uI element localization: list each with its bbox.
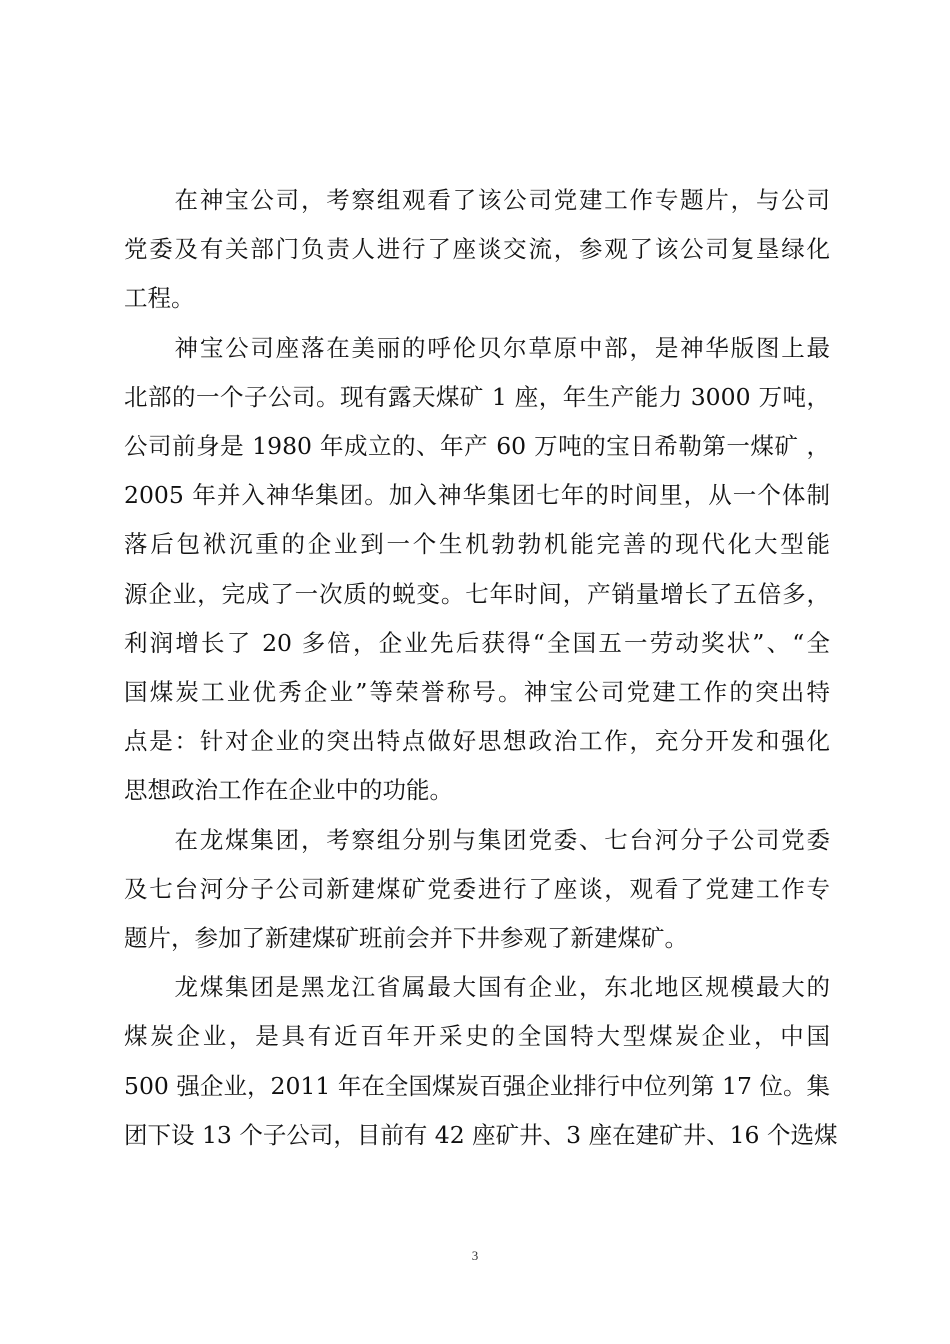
paragraph-1 (124, 176, 830, 324)
text-line: 500 强企业，2011 年在全国煤炭百强企业排行中位列第 17 位。集 (124, 1071, 830, 1100)
text-line: 国煤炭工业优秀企业”等荣誉称号。神宝公司党建工作的突出特 (124, 678, 830, 707)
text-line: 落后包袱沉重的企业到一个生机勃勃机能完善的现代化大型能 (124, 530, 830, 559)
text-line: 团下设 13 个子公司，目前有 42 座矿井、3 座在建矿井、16 个选煤 (124, 1120, 838, 1149)
text-line: 点是：针对企业的突出特点做好思想政治工作，充分开发和强化 (124, 727, 830, 756)
text-line: 煤炭企业，是具有近百年开采史的全国特大型煤炭企业，中国 (124, 1022, 830, 1051)
text-line: 神宝公司座落在美丽的呼伦贝尔草原中部，是神华版图上最 (124, 333, 830, 362)
text-line: 利润增长了 20 多倍，企业先后获得“全国五一劳动奖状”、“全 (124, 628, 830, 657)
text-line: 在龙煤集团，考察组分别与集团党委、七台河分子公司党委 (124, 825, 830, 854)
body-text (124, 176, 838, 1160)
text-line: 北部的一个子公司。现有露天煤矿 1 座，年生产能力 3000 万吨， (124, 382, 830, 411)
text-line: 思想政治工作在企业中的功能。 (124, 776, 453, 805)
text-line: 工程。 (124, 284, 195, 313)
paragraph-2 (124, 324, 830, 816)
text-line: 题片，参加了新建煤矿班前会并下井参观了新建煤矿。 (124, 924, 688, 953)
page-number: 3 (471, 1248, 479, 1263)
text-line: 及七台河分子公司新建煤矿党委进行了座谈，观看了党建工作专 (124, 874, 830, 903)
paragraph-3 (124, 816, 830, 964)
text-line: 公司前身是 1980 年成立的、年产 60 万吨的宝日希勒第一煤矿 ， (124, 432, 830, 461)
text-line: 龙煤集团是黑龙江省属最大国有企业，东北地区规模最大的 (124, 973, 830, 1002)
text-line: 源企业，完成了一次质的蜕变。七年时间，产销量增长了五倍多， (124, 579, 830, 608)
text-line: 在神宝公司，考察组观看了该公司党建工作专题片，与公司 (124, 186, 830, 214)
text-line: 2005 年并入神华集团。加入神华集团七年的时间里，从一个体制 (124, 481, 830, 510)
text-line: 党委及有关部门负责人进行了座谈交流，参观了该公司复垦绿化 (124, 235, 830, 264)
paragraph-4 (124, 963, 838, 1160)
